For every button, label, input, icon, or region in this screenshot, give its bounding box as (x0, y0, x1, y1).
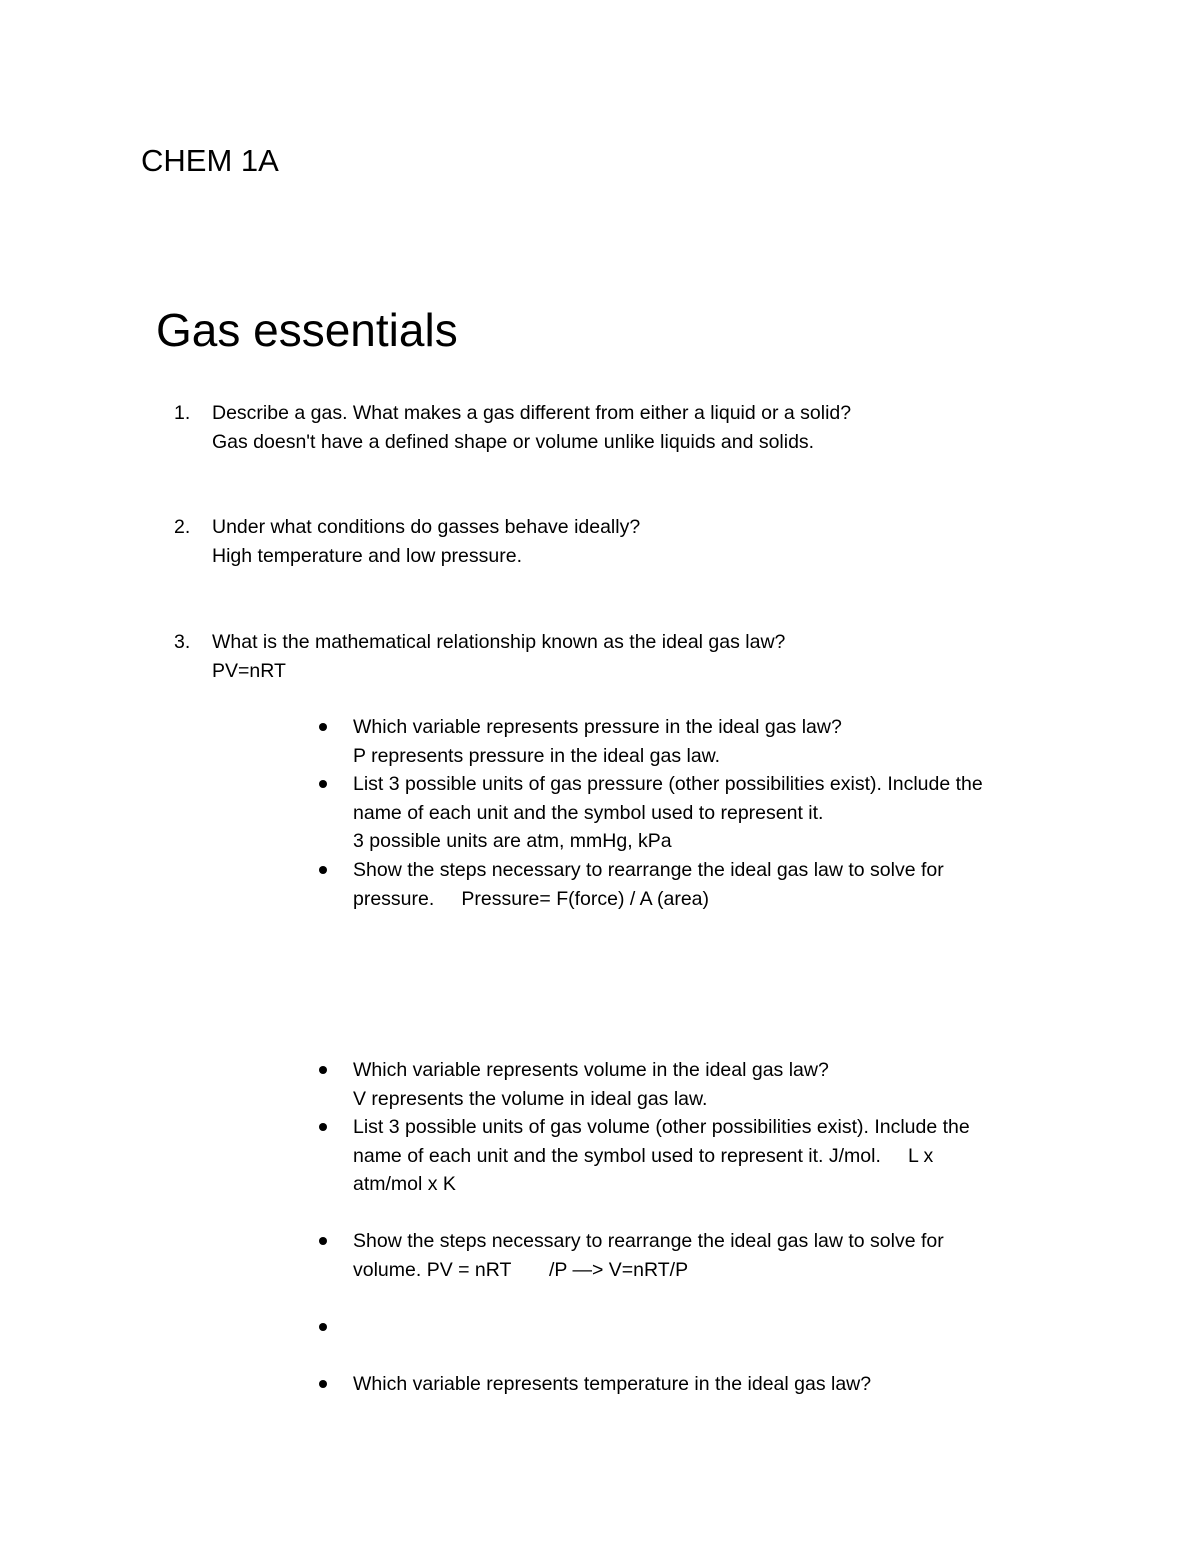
question-answer: PV=nRT (212, 659, 286, 682)
document-title: Gas essentials (156, 304, 458, 356)
course-heading: CHEM 1A (141, 143, 279, 178)
bullet-icon (319, 1237, 327, 1245)
bullet-text: name of each unit and the symbol used to represent it. (353, 801, 824, 824)
bullet-text: P represents pressure in the ideal gas law. (353, 744, 721, 767)
bullet-icon (319, 1323, 327, 1331)
bullet-text: atm/mol x K (353, 1173, 456, 1195)
bullet-icon (319, 1066, 327, 1074)
bullet-icon (319, 866, 327, 874)
question-prompt: Describe a gas. What makes a gas different from either a liquid or a solid? (212, 402, 852, 424)
bullet-item (353, 713, 1063, 770)
bullet-icon (319, 780, 327, 788)
bullet-text: 3 possible units are atm, mmHg, kPa (353, 830, 672, 852)
bullet-text: List 3 possible units of gas pressure (other possibilities exist). Include the (353, 773, 983, 795)
bullet-item (353, 1370, 1063, 1399)
question-number: 3. (174, 631, 191, 653)
bullet-item (353, 1113, 1063, 1199)
bullet-icon (319, 1123, 327, 1131)
bullet-text: V represents the volume in ideal gas law. (353, 1087, 708, 1110)
bullet-text: Show the steps necessary to rearrange the ideal gas law to solve for (353, 859, 944, 881)
bullet-item (353, 770, 1063, 856)
bullet-icon (319, 1380, 327, 1388)
bullet-icon (319, 723, 327, 731)
bullet-text: Which variable represents temperature in the ideal gas law? (353, 1373, 872, 1395)
bullet-text: volume. PV = nRT /P —> V=nRT/P (353, 1258, 689, 1281)
question-2 (174, 513, 641, 570)
bullet-item (353, 856, 1063, 913)
bullet-text: pressure. Pressure= F(force) / A (area) (353, 887, 709, 910)
bullet-item (353, 1056, 1063, 1113)
question-prompt: Under what conditions do gasses behave ideally? (212, 516, 641, 538)
question-1 (174, 399, 852, 456)
question-3 (174, 628, 786, 685)
bullet-text: List 3 possible units of gas volume (other possibilities exist). Include the (353, 1116, 970, 1138)
bullet-text: Which variable represents pressure in the ideal gas law? (353, 716, 842, 738)
question-answer: High temperature and low pressure. (212, 544, 522, 567)
question-number: 2. (174, 516, 191, 538)
question-number: 1. (174, 402, 191, 424)
question-prompt: What is the mathematical relationship known as the ideal gas law? (212, 631, 786, 653)
bullet-item (353, 1227, 1063, 1284)
bullet-text: Which variable represents volume in the ideal gas law? (353, 1059, 829, 1081)
bullet-text: name of each unit and the symbol used to represent it. J/mol. L x (353, 1144, 934, 1167)
question-answer: Gas doesn't have a defined shape or volume unlike liquids and solids. (212, 430, 815, 453)
bullet-text: Show the steps necessary to rearrange the ideal gas law to solve for (353, 1230, 944, 1252)
